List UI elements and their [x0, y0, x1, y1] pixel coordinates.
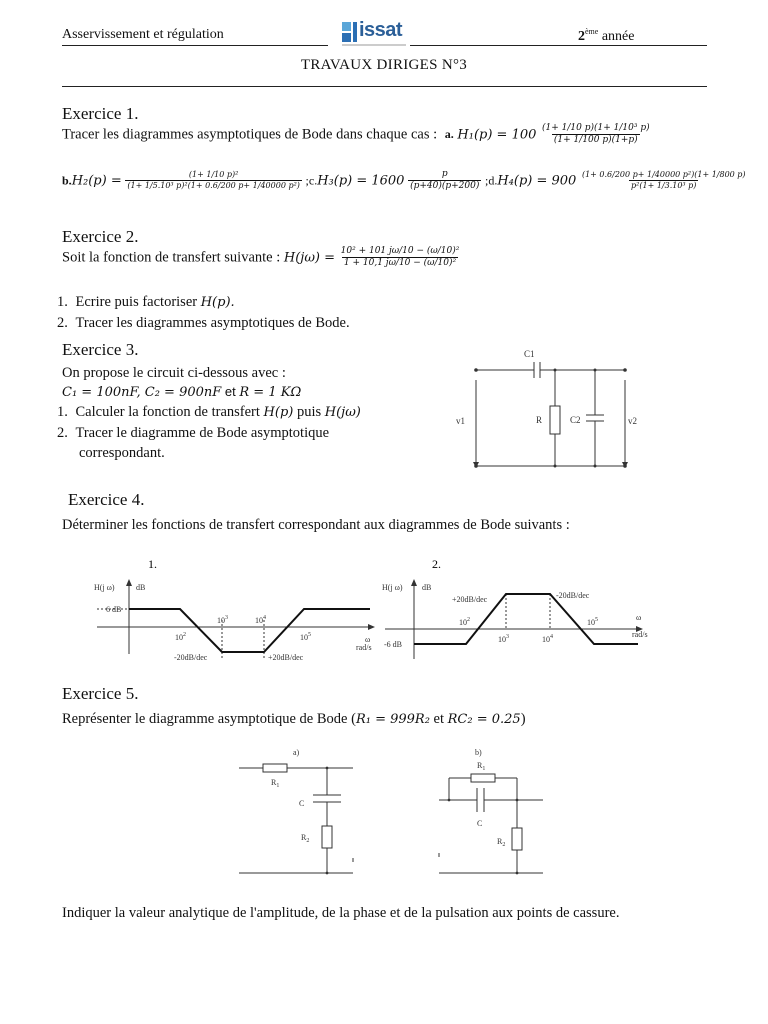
ex1-c-lhs: H₃(p) = 1600 [317, 173, 405, 189]
logo-text: issat [359, 19, 403, 41]
ex3-title: Exercice 3. [62, 340, 139, 359]
ex3-values-et: et [224, 384, 236, 399]
circuit-v1-label: v1 [456, 416, 465, 426]
ex5-et: et [433, 711, 445, 727]
circuit-v2-label: v2 [628, 416, 637, 426]
ex3-intro: On propose le circuit ci-dessous avec : [62, 365, 286, 381]
plot2-ylabel: H(j ω) [382, 583, 403, 592]
plot2-tick-4: $10^5$ [587, 617, 598, 627]
ex1-a-label: a. [444, 127, 454, 142]
ex5-intro-line [62, 711, 526, 728]
ex2-item-1-math: H(p). [200, 295, 235, 310]
plot2-level: -6 dB [384, 640, 402, 649]
ex1-b-num: (1+ 1/10 p)² [188, 170, 239, 180]
header [0, 0, 768, 90]
ex2-intro-line [62, 247, 461, 269]
title-rule [62, 86, 707, 87]
plot2-tick-2: $10^3$ [498, 634, 509, 644]
v1-arrow-icon [473, 462, 479, 468]
plot1-tick-2: $10^3$ [217, 615, 228, 625]
year-info [578, 27, 634, 45]
plot1-tick-4: $10^5$ [300, 632, 311, 642]
ex1-line-bcd [62, 170, 748, 192]
ex3-item-1-puis: puis [296, 404, 322, 420]
ex3-item-1-text: Calculer la fonction de transfert [75, 404, 260, 420]
plot1-ylabel: H(j ω) [94, 583, 115, 592]
year-sup: ème [585, 27, 599, 36]
ex5-r1: R₁ = 999R₂ [355, 712, 430, 727]
ex4-plot-1 [80, 552, 380, 667]
plot2-xunit: rad/s [632, 630, 648, 639]
ex2-item-1-num: 1. [57, 294, 68, 310]
ex3-values-math: C₁ = 100nF, C₂ = 900nF [62, 385, 222, 400]
circuit-c2-label: C2 [570, 415, 581, 425]
ex5-intro: Représenter le diagramme asymptotique de Bode ( [62, 711, 356, 727]
plot2-tick-3: $10^4$ [542, 634, 553, 644]
ex1-d-lhs: H₄(p) = 900 [497, 173, 577, 189]
plot2-slope-2: -20dB/dec [556, 591, 590, 600]
ex3-item-1 [57, 404, 361, 421]
ex1-d-fraction [580, 171, 748, 191]
ex2-item-2-text: Tracer les diagrammes asymptotiques de Bode. [75, 315, 350, 331]
ex1-b-den: (1+ 1/5.10³ p)²(1+ 0.6/200 p+ 1/40000 p²) [127, 181, 300, 191]
ex4-title: Exercice 4. [68, 490, 145, 509]
plot2-tick-1: $10^2$ [459, 617, 470, 627]
ex5-circuit-b [435, 740, 565, 880]
ex1-c-fraction [408, 170, 481, 192]
ex1-intro: Tracer les diagrammes asymptotiques de Bode dans chaque cas : [62, 126, 438, 143]
circuit-b-r2-label: $R_2$ [497, 837, 506, 848]
ex2-lhs: H(jω) = [283, 250, 336, 266]
circuit-a-label: a) [293, 748, 300, 757]
plot1-xlabel: ω [365, 635, 371, 644]
circuit-b-label: b) [475, 748, 482, 757]
ex5-close: ) [520, 711, 526, 727]
course-name: Asservissement et régulation [62, 27, 224, 42]
header-rule-left [62, 45, 328, 46]
ex3-item-2-cont: correspondant. [79, 445, 165, 461]
plot1-tick-1: $10^2$ [175, 632, 186, 642]
circuit-c1-label: C1 [524, 349, 535, 359]
plot2-slope-1: +20dB/dec [452, 595, 488, 604]
plot1-slope-1: -20dB/dec [174, 653, 208, 662]
ex2-intro: Soit la fonction de transfert suivante : [62, 249, 281, 266]
ex3-circuit [450, 340, 650, 475]
ex1-b-label: b. [62, 173, 72, 188]
ex4-intro: Déterminer les fonctions de transfert correspondant aux diagrammes de Bode suivants : [62, 517, 570, 533]
ex1-b-lhs: H₂(p) = [71, 173, 122, 189]
plot1-xunit: rad/s [356, 643, 372, 652]
ex1-c-num: p [441, 169, 448, 179]
plot1-number: 1. [148, 557, 157, 571]
plot1-x-arrow-icon [368, 624, 375, 630]
ex3-item-1-hp: H(p) [263, 405, 294, 420]
year-label: année [601, 29, 635, 44]
ex1-c-den: (p+40)(p+200) [410, 181, 480, 192]
ex2-item-1 [57, 294, 235, 311]
ex1-b-fraction [125, 171, 302, 191]
school-logo [340, 20, 410, 48]
plot1-level: 6 dB [106, 605, 122, 614]
ex3-item-1-hjw: H(jω) [324, 405, 361, 420]
ex2-num: 10² + 101 jω/10 − (ω/10)² [340, 246, 460, 256]
ex3-values [62, 384, 301, 401]
ex2-item-1-text: Ecrire puis factoriser [75, 294, 198, 310]
ex3-item-2 [57, 425, 329, 442]
ex1-a-num: (1+ 1/10 p)(1+ 1/10³ p) [542, 123, 650, 133]
ex1-d-den: p²(1+ 1/3.10³ p) [631, 181, 697, 191]
circuit-a-r2-label: $R_2$ [301, 833, 310, 844]
ex5-footer: Indiquer la valeur analytique de l'amplitude, de la phase et de la pulsation aux points de cassure. [62, 905, 620, 921]
page-title: TRAVAUX DIRIGES N°3 [300, 57, 468, 73]
circuit-r-label: R [536, 415, 543, 425]
plot1-tick-3: $10^4$ [255, 615, 266, 625]
ex2-item-2 [57, 315, 350, 332]
plot1-magnitude-curve [129, 609, 370, 652]
circuit-b-c-label: C [477, 819, 483, 828]
ex5-title: Exercice 5. [62, 684, 139, 703]
header-rule-right [410, 45, 707, 46]
ex3-item-2-text: Tracer le diagramme de Bode asymptotique [75, 425, 330, 441]
ex5-circuit-a [235, 740, 365, 880]
ex4-plot-2 [380, 552, 680, 667]
ex2-title: Exercice 2. [62, 227, 139, 246]
plot2-xlabel: ω [636, 613, 642, 622]
ex2-den: 1 + 10,1 jω/10 − (ω/10)² [343, 258, 457, 269]
ex1-a-den: (1+ 1/100 p)(1+p) [553, 135, 638, 146]
ex3-item-1-num: 1. [57, 404, 68, 420]
plot1-y-arrow-icon [126, 579, 132, 586]
year-num: 2 [578, 29, 585, 44]
circuit-b-r1-label: $R_1$ [477, 761, 486, 772]
ex1-d-num: (1+ 0.6/200 p+ 1/40000 p²)(1+ 1/800 p) [581, 170, 746, 180]
ex1-c-label: ;c. [305, 173, 318, 188]
ex3-item-2-num: 2. [57, 425, 68, 441]
plot1-slope-2: +20dB/dec [268, 653, 304, 662]
v2-arrow-icon [622, 462, 628, 468]
ex1-title: Exercice 1. [62, 104, 139, 123]
ex1-d-label: ;d. [485, 173, 498, 188]
plot1-yunit: dB [136, 583, 146, 592]
plot2-yunit: dB [422, 583, 432, 592]
ex2-fraction [339, 247, 462, 269]
circuit-a-c-label: C [299, 799, 305, 808]
ex5-rc2: RC₂ = 0.25 [447, 712, 521, 727]
ex2-item-2-num: 2. [57, 315, 68, 331]
plot2-number: 2. [432, 557, 441, 571]
circuit-a-r1-label: $R_1$ [271, 778, 280, 789]
ex3-values-math2: R = 1 KΩ [239, 385, 302, 400]
plot2-y-arrow-icon [411, 579, 417, 586]
plot2-magnitude-curve [414, 594, 638, 644]
ex1-a-fraction [540, 124, 652, 146]
ex1-a-lhs: H₁(p) = 100 [457, 127, 537, 143]
ex1-line-a [62, 124, 652, 146]
